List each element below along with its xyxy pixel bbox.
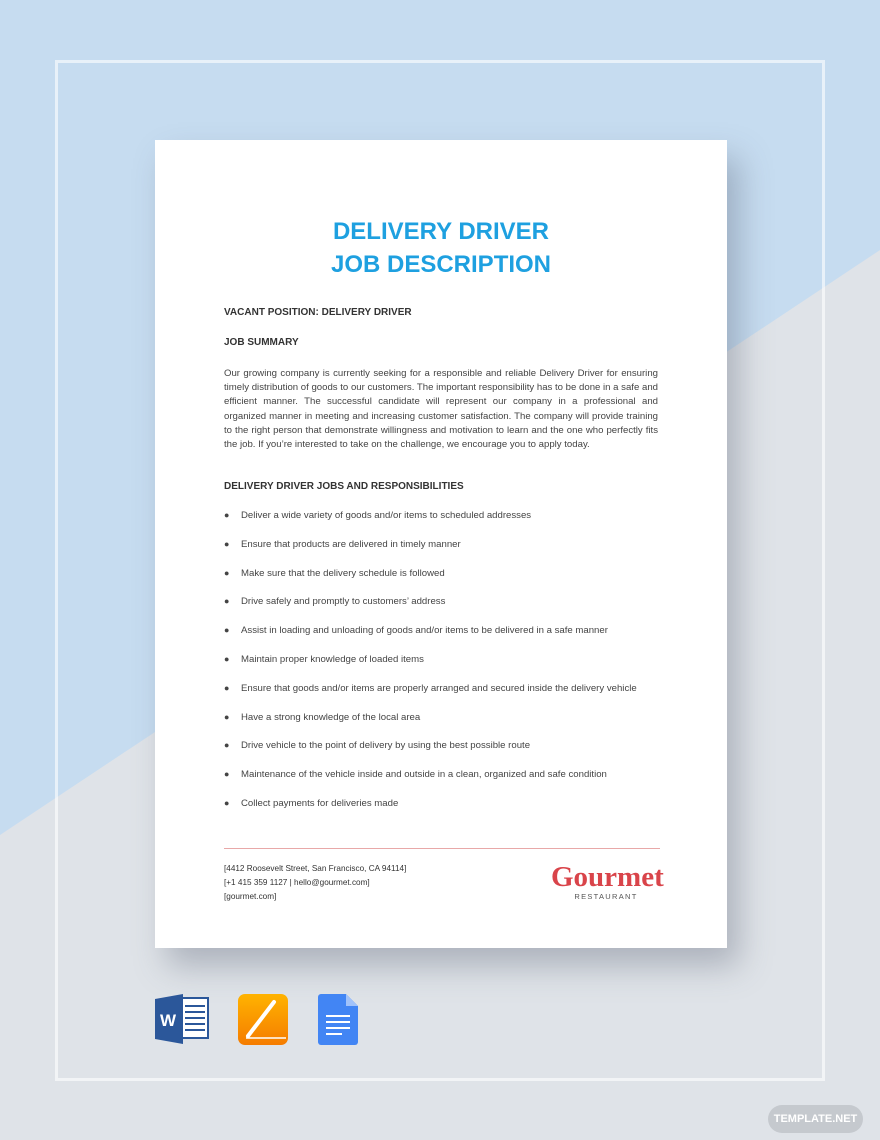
gourmet-logo	[551, 861, 664, 901]
responsibility-item	[224, 510, 664, 539]
responsibility-item	[224, 596, 664, 625]
responsibility-text: Ensure that products are delivered in timely manner	[241, 538, 461, 550]
responsibility-item	[224, 568, 664, 597]
svg-text:W: W	[160, 1011, 177, 1030]
responsibility-text: Drive safely and promptly to customers’ address	[241, 596, 446, 608]
document-title	[155, 215, 727, 281]
logo-name: Gourmet	[551, 861, 664, 893]
bullet-icon: ●	[224, 740, 230, 751]
responsibility-text: Assist in loading and unloading of goods and/or items to be delivered in a safe manner	[241, 625, 608, 637]
title-line1: DELIVERY DRIVER	[332, 218, 550, 245]
responsibility-item	[224, 712, 664, 741]
responsibilities-list	[224, 510, 664, 827]
bullet-icon: ●	[224, 567, 230, 578]
bullet-icon: ●	[224, 538, 230, 549]
phone-email: [+1 415 359 1127 | hello@gourmet.com]	[224, 878, 370, 887]
responsibility-item	[224, 539, 664, 568]
footer-divider	[224, 848, 660, 849]
vacant-position: VACANT POSITION: DELIVERY DRIVER	[224, 307, 412, 318]
responsibility-text: Have a strong knowledge of the local area	[241, 711, 421, 723]
responsibility-item	[224, 798, 664, 827]
responsibility-item	[224, 683, 664, 712]
bullet-icon: ●	[224, 625, 230, 636]
pages-icon[interactable]	[238, 994, 288, 1045]
responsibility-item	[224, 654, 664, 683]
bullet-icon: ●	[224, 596, 230, 607]
responsibility-item	[224, 740, 664, 769]
address: [4412 Roosevelt Street, San Francisco, CA 94114]	[224, 864, 407, 873]
responsibility-text: Collect payments for deliveries made	[241, 797, 399, 809]
responsibility-text: Make sure that the delivery schedule is followed	[241, 567, 445, 579]
responsibility-text: Drive vehicle to the point of delivery by using the best possible route	[241, 740, 531, 752]
logo-sub: RESTAURANT	[574, 892, 638, 901]
summary-paragraph: Our growing company is currently seeking for a responsible and reliable Delivery Driver for ensuring timely distribution of goods to our customers. The important responsibility has to be done in a safe and efficient manner. The successful candidate will represent our company in a professional and organized manner in meeting and increasing customer satisfaction. The company will provide training to the right person that demonstrate willingness and motivation to learn and the one who perfectly fits the job. If you’re interested to take on the challenge, we encourage you to apply today.	[224, 368, 658, 451]
bullet-icon: ●	[224, 769, 230, 780]
document-page	[155, 140, 727, 948]
responsibility-text: Maintain proper knowledge of loaded items	[241, 653, 424, 665]
bullet-icon: ●	[224, 682, 230, 693]
title-line2: JOB DESCRIPTION	[330, 251, 552, 278]
bullet-icon: ●	[224, 510, 230, 520]
responsibility-text: Ensure that goods and/or items are properly arranged and secured inside the delivery vehicle	[241, 682, 637, 694]
website: [gourmet.com]	[224, 892, 277, 901]
footer-contact	[224, 862, 406, 904]
word-icon[interactable]	[155, 993, 209, 1045]
responsibility-item	[224, 625, 664, 654]
responsibilities-heading: DELIVERY DRIVER JOBS AND RESPONSIBILITIES	[224, 481, 464, 492]
bullet-icon: ●	[224, 711, 230, 722]
responsibility-text: Deliver a wide variety of goods and/or items to scheduled addresses	[241, 510, 532, 521]
template-net-watermark[interactable]: TEMPLATE.NET	[768, 1105, 863, 1133]
bullet-icon: ●	[224, 653, 230, 664]
summary-heading: JOB SUMMARY	[224, 337, 299, 348]
responsibility-item	[224, 769, 664, 798]
responsibility-text: Maintenance of the vehicle inside and outside in a clean, organized and safe condition	[241, 769, 607, 781]
bullet-icon: ●	[224, 797, 230, 808]
google-docs-icon[interactable]	[318, 994, 358, 1045]
